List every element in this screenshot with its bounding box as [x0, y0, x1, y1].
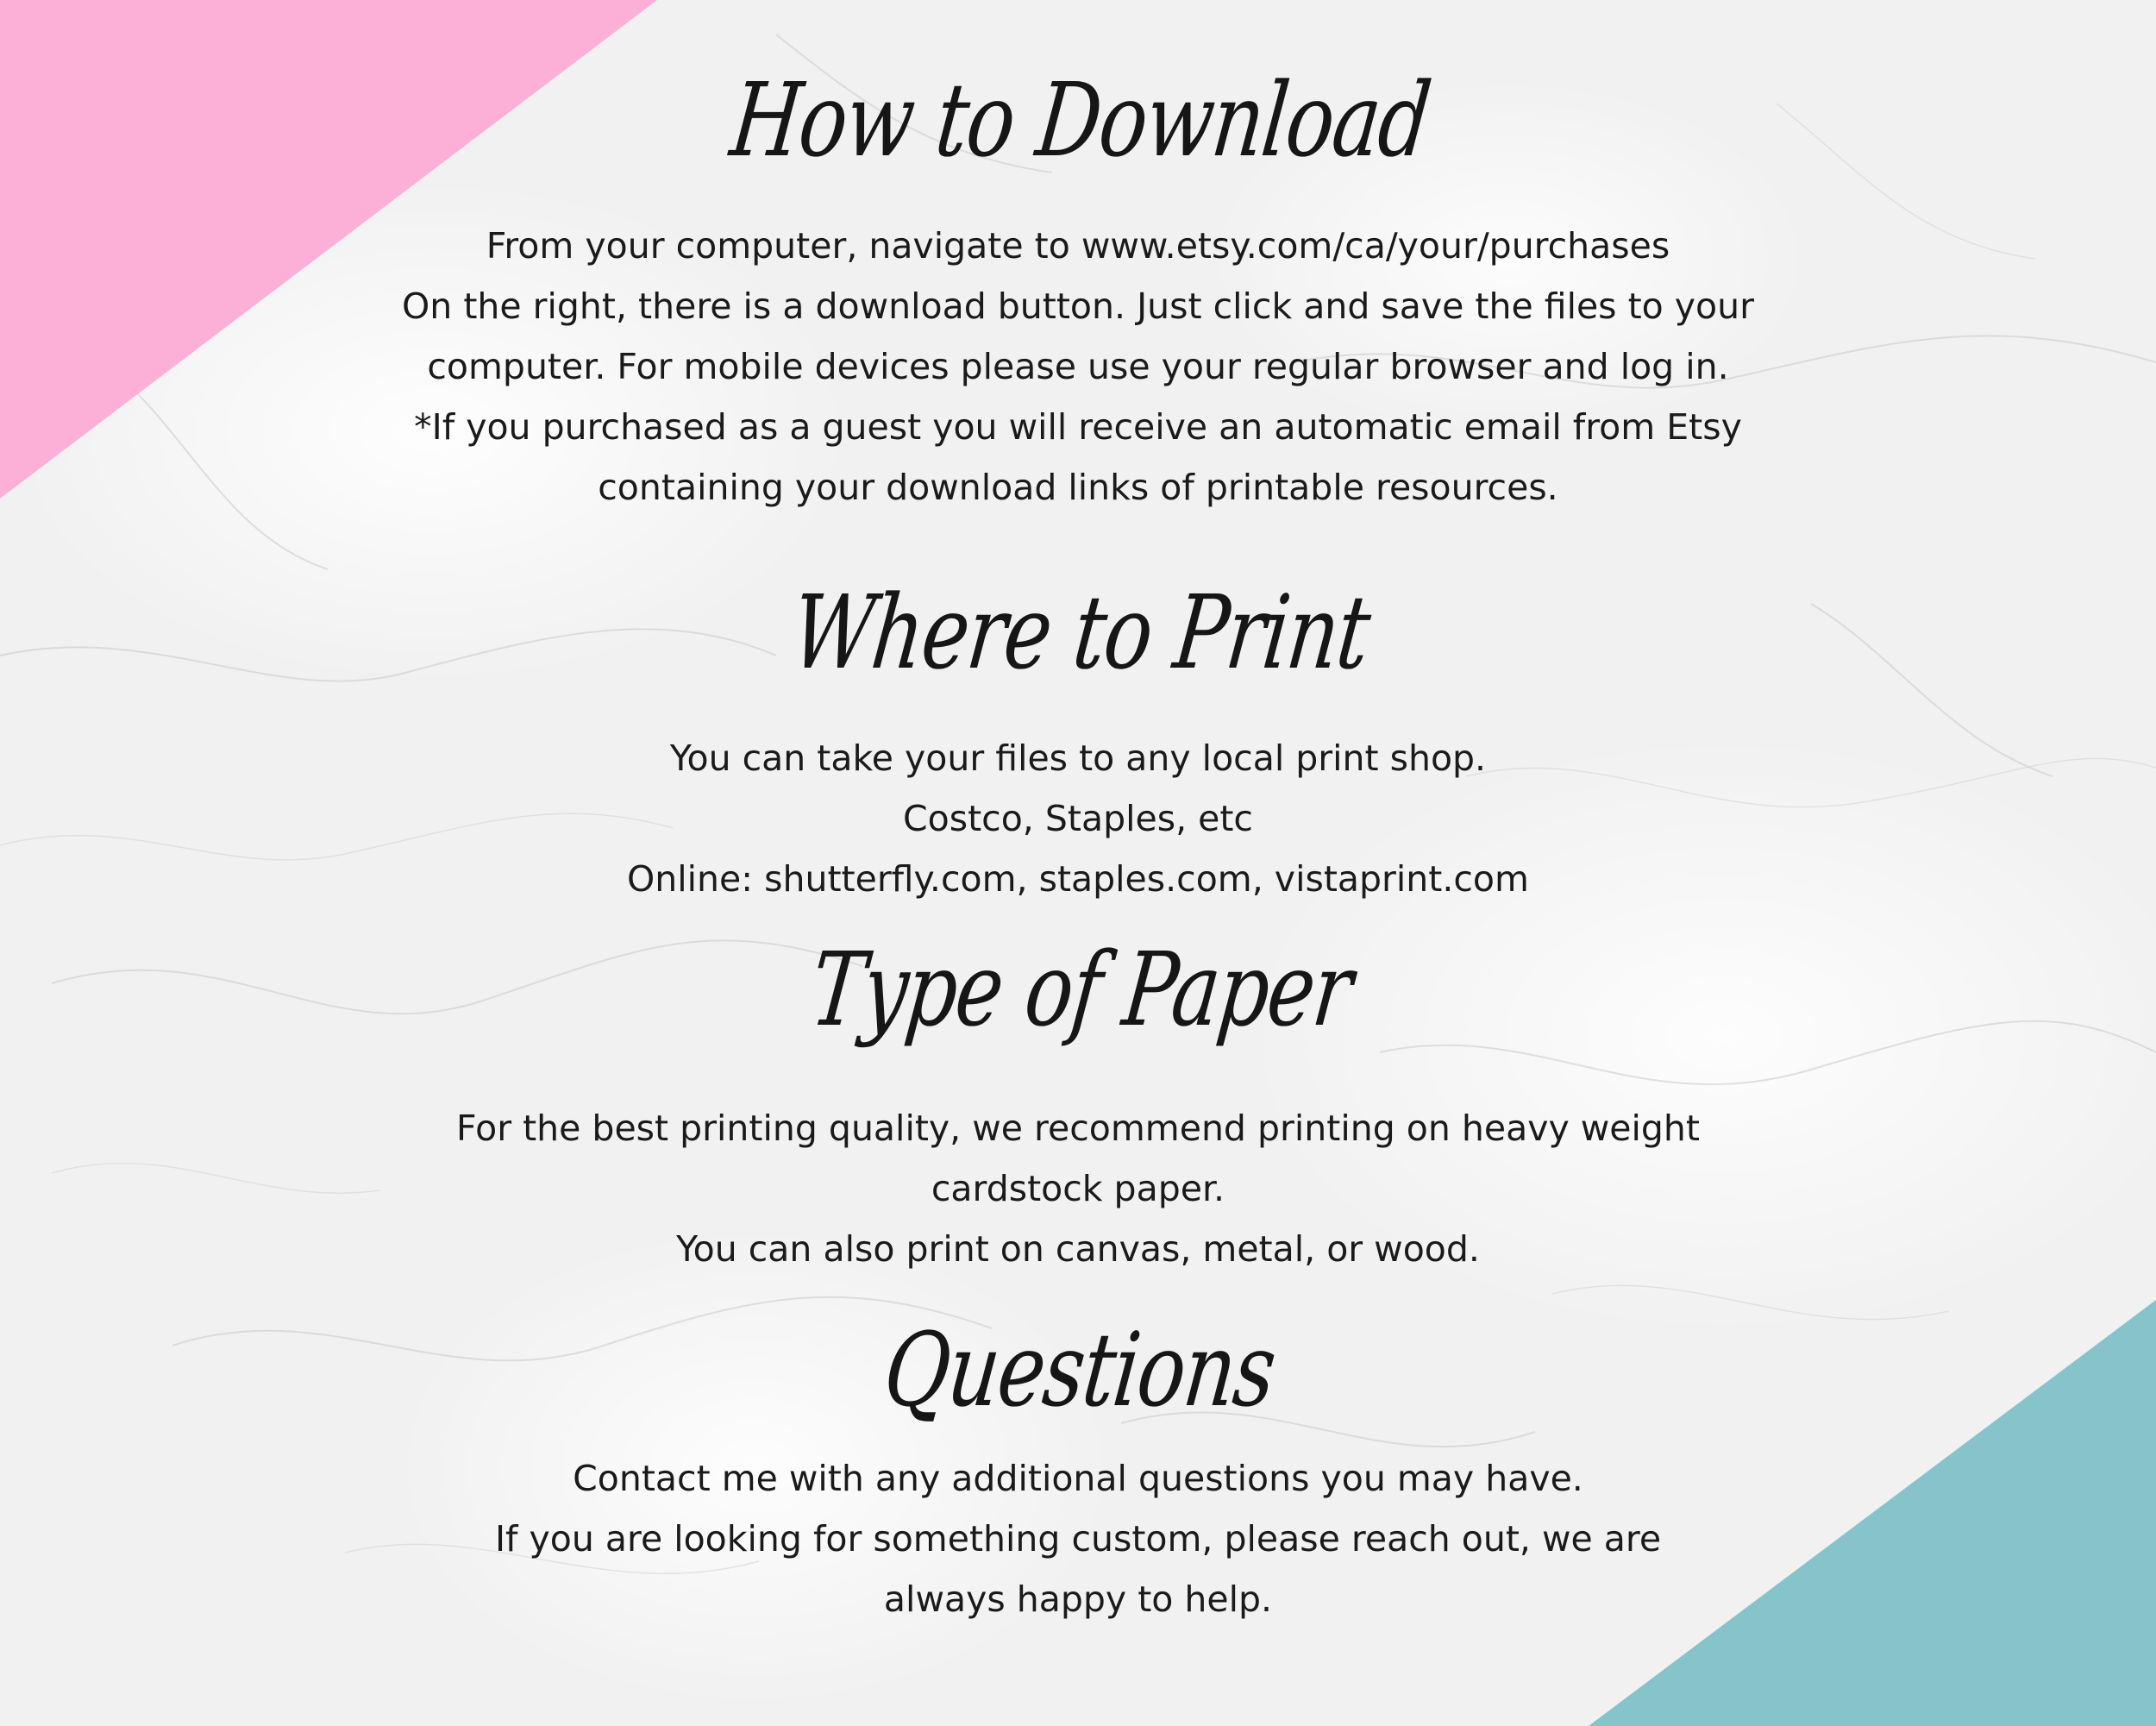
questions-heading: Questions: [878, 1310, 1281, 1429]
where-to-print-heading: Where to Print: [786, 573, 1376, 692]
where-to-print-text: [285, 728, 1871, 909]
text-line: *If you purchased as a guest you will receive an automatic email from Etsy: [414, 406, 1742, 448]
text-line: always happy to help.: [883, 1579, 1273, 1620]
questions-section: [285, 1310, 1871, 1629]
text-line: Contact me with any additional questions you may have.: [573, 1458, 1583, 1499]
questions-text: [285, 1448, 1871, 1629]
type-of-paper-heading: Type of Paper: [805, 930, 1357, 1049]
text-line: On the right, there is a download button. Just click and save the files to your: [402, 286, 1754, 327]
text-line: If you are looking for something custom, please reach out, we are: [494, 1518, 1662, 1560]
type-of-paper-text: [285, 1098, 1871, 1279]
text-line: From your computer, navigate to www.etsy.com/ca/your/purchases: [486, 225, 1670, 267]
text-line: For the best printing quality, we recommend printing on heavy weight: [456, 1108, 1700, 1149]
instructions-content: [285, 60, 1871, 1629]
where-to-print-section: [285, 573, 1871, 909]
text-line: computer. For mobile devices please use your regular browser and log in.: [427, 346, 1729, 387]
text-line: cardstock paper.: [931, 1168, 1225, 1209]
type-of-paper-section: [285, 930, 1871, 1279]
how-to-download-heading: How to Download: [725, 60, 1436, 179]
how-to-download-text: [285, 216, 1871, 518]
text-line: Online: shutterfly.com, staples.com, vistaprint.com: [627, 858, 1529, 900]
text-line: You can take your files to any local print shop.: [669, 737, 1487, 779]
how-to-download-section: [285, 60, 1871, 518]
text-line: Costco, Staples, etc: [903, 798, 1253, 839]
spacer: [285, 518, 1871, 581]
text-line: containing your download links of printable resources.: [598, 467, 1558, 508]
text-line: You can also print on canvas, metal, or wood.: [676, 1228, 1480, 1270]
